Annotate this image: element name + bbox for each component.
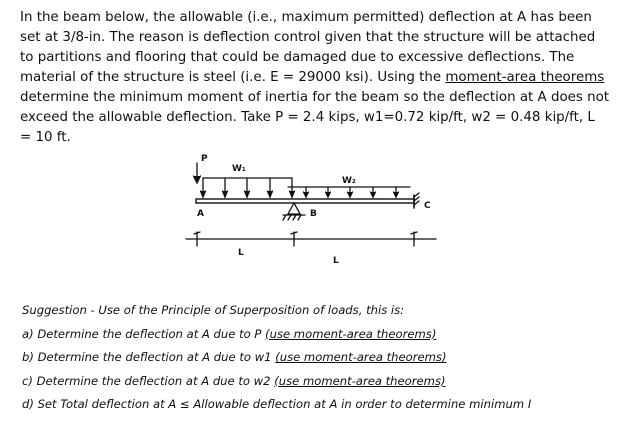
w1-distributed-load	[201, 178, 295, 197]
span-right-label: L	[333, 256, 339, 266]
step-a-link: (use moment-area theorems)	[265, 326, 437, 341]
pin-support-b	[283, 203, 305, 220]
point-load-p-arrow	[194, 163, 201, 183]
step-a	[22, 323, 612, 347]
problem-text-1: In the beam below, the allowable (i.e., maximum permitted) deflection at A has been set at 3/8-in. The reason is deflection control given that the structure will be attached to partitions and flooring that could be damaged due to excessive deflections. The material of the structure is steel (i.e. E = 29000 ksi). Using the	[20, 10, 596, 85]
dimension-line	[186, 232, 436, 246]
step-b-text: b) Determine the deflection at A due to w1	[22, 350, 276, 365]
point-a-label: A	[197, 209, 204, 219]
beam-figure	[170, 145, 450, 270]
load-w1-label: W₁	[232, 164, 246, 174]
suggestion-intro: Suggestion - Use of the Principle of Superposition of loads, this is:	[22, 303, 405, 317]
fixed-support-c	[414, 193, 419, 208]
point-c-label: C	[424, 201, 431, 211]
step-c-text: c) Determine the deflection at A due to w2	[22, 373, 275, 388]
suggestion-block	[22, 299, 612, 417]
point-b-label: B	[310, 209, 317, 219]
step-b	[22, 346, 612, 370]
moment-area-link: moment-area theorems	[445, 70, 605, 85]
load-p-label: P	[201, 154, 208, 164]
step-c	[22, 370, 612, 394]
load-w2-label: W₂	[342, 176, 356, 186]
beam	[196, 199, 414, 203]
span-left-label: L	[238, 248, 244, 258]
w2-distributed-load	[288, 187, 410, 197]
problem-statement	[20, 8, 610, 148]
step-d: d) Set Total deflection at A ≤ Allowable deflection at A in order to determine minimum I	[22, 397, 532, 412]
step-b-link: (use moment-area theorems)	[275, 350, 447, 365]
problem-paragraph	[20, 8, 610, 148]
step-a-text: a) Determine the deflection at A due to P	[22, 326, 266, 341]
problem-text-2: determine the minimum moment of inertia for the beam so the deflection at A does not exceed the allowable deflection. Take P = 2.4 kips, w1=0.72 kip/ft, w2 = 0.48 kip/ft, L = 10 ft.	[20, 90, 610, 145]
step-c-link: (use moment-area theorems)	[274, 373, 446, 388]
